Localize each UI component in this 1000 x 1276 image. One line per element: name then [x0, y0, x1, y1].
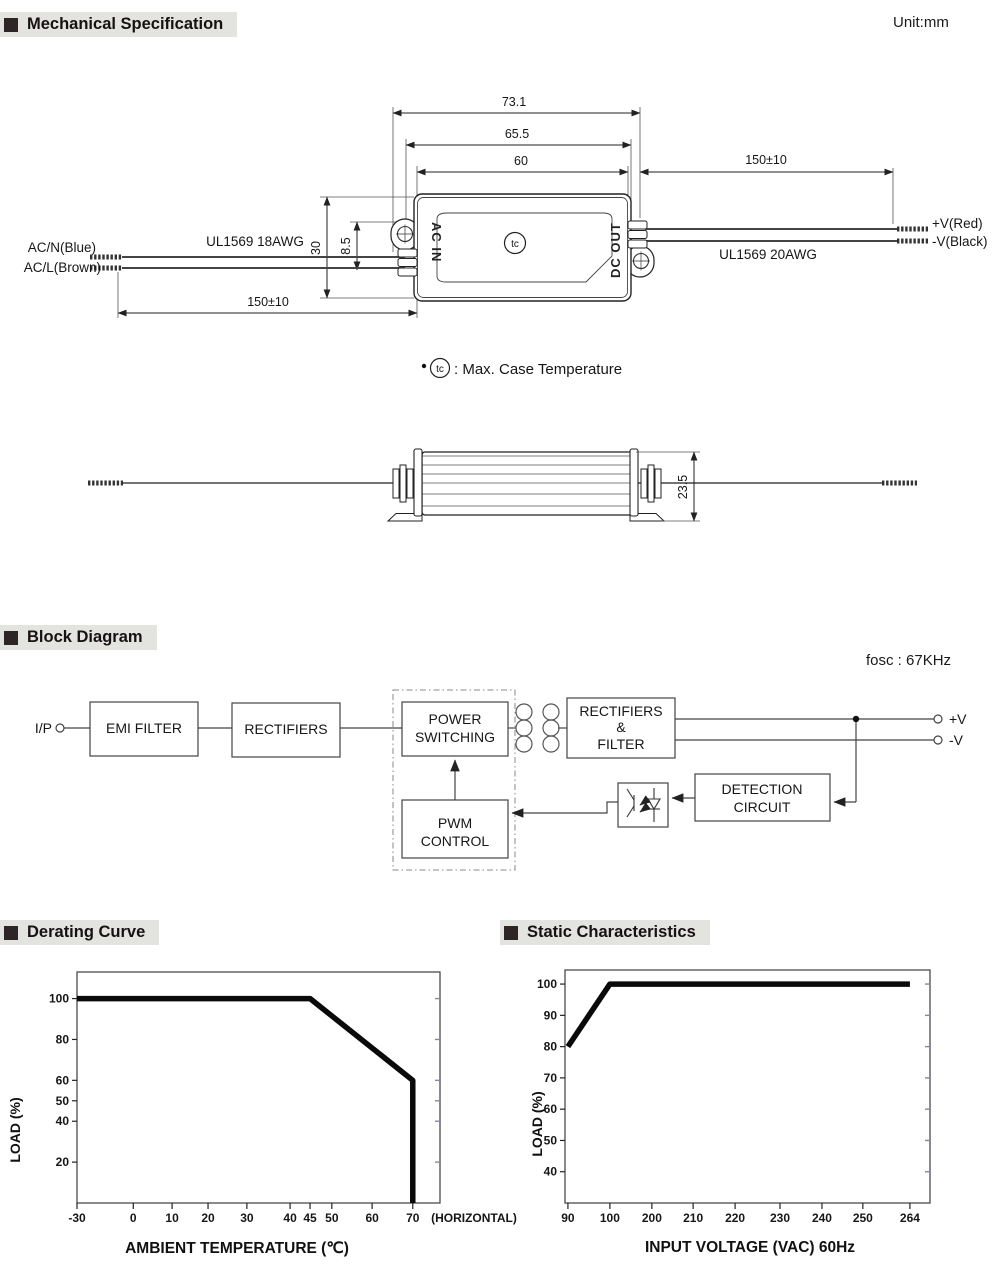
section-title: Mechanical Specification: [27, 15, 224, 33]
statics-axis-box: [565, 970, 930, 1203]
rectifiers-label: RECTIFIERS: [244, 721, 328, 737]
tc-note: [422, 359, 622, 379]
x-tick-label: 50: [325, 1211, 339, 1225]
x-tick-label: 40: [283, 1211, 297, 1225]
dim-overall-width: 73.1: [501, 95, 527, 109]
x-tick-label: 20: [201, 1211, 215, 1225]
dim-wire-offset: 8.5: [339, 237, 353, 255]
output-minus-label: -V: [949, 732, 963, 748]
pwm-label-2: CONTROL: [420, 833, 490, 849]
dim-lead-left: 150±10: [247, 295, 289, 309]
section-header-static: [500, 920, 710, 945]
y-tick-label: 90: [543, 1008, 557, 1023]
x-tick-label: 30: [240, 1211, 254, 1225]
label-input-wire-type: UL1569 18AWG: [206, 234, 304, 249]
x-tick-label: 0: [129, 1211, 137, 1225]
x-tick-label: 264: [899, 1211, 920, 1225]
output-wires: [645, 229, 928, 241]
label-ac-n: AC/N(Blue): [27, 240, 96, 255]
dim-mid-width: 65.5: [504, 127, 530, 141]
dim-body-height: 30: [309, 241, 323, 255]
label-ac-l: AC/L(Brown): [23, 260, 101, 275]
x-tick-label: 45: [303, 1211, 317, 1225]
x-axis-note: (HORIZONTAL): [431, 1211, 517, 1225]
tc-mark: tc: [511, 239, 519, 250]
fosc-note: fosc : 67KHz: [866, 652, 952, 669]
square-bullet-icon: [504, 926, 518, 940]
y-tick-label: 100: [48, 991, 69, 1006]
rect-filter-label-2: &: [616, 719, 626, 735]
input-label: I/P: [34, 720, 52, 736]
y-tick-label: 60: [543, 1102, 557, 1117]
derating-x-axis-label: AMBIENT TEMPERATURE (℃): [125, 1240, 349, 1257]
x-tick-label: 100: [599, 1211, 620, 1225]
y-tick-label: 60: [55, 1073, 69, 1088]
rect-filter-label-1: RECTIFIERS: [579, 703, 663, 719]
square-bullet-icon: [4, 18, 18, 32]
section-title: Block Diagram: [27, 628, 143, 646]
static-y-axis-label: LOAD (%): [529, 1091, 545, 1157]
square-bullet-icon: [4, 631, 18, 645]
statics-data-line: [568, 984, 910, 1047]
tc-point: [505, 233, 526, 254]
y-tick-label: 80: [543, 1039, 557, 1054]
y-tick-label: 50: [55, 1093, 69, 1108]
x-tick-label: 230: [769, 1211, 791, 1225]
power-switching-label-1: POWER: [428, 711, 482, 727]
label-v-plus: +V(Red): [932, 216, 983, 231]
square-bullet-icon: [4, 926, 18, 940]
optocoupler-box: [618, 783, 668, 827]
x-tick-label: 200: [641, 1211, 662, 1225]
x-tick-label: 70: [406, 1211, 420, 1225]
section-header-derating: [0, 920, 159, 945]
x-tick-label: 210: [683, 1211, 704, 1225]
tc-note-symbol: tc: [436, 364, 444, 375]
junction-dot: [853, 716, 859, 722]
label-v-minus: -V(Black): [932, 234, 988, 249]
section-title: Derating Curve: [27, 923, 146, 941]
x-tick-label: 240: [811, 1211, 832, 1225]
y-tick-label: 100: [536, 977, 557, 992]
derating-data-line: [77, 999, 413, 1203]
y-tick-label: 40: [543, 1164, 557, 1179]
y-tick-label: 40: [55, 1114, 69, 1129]
power-switching-label-2: SWITCHING: [414, 729, 496, 745]
dim-lead-right: 150±10: [745, 153, 787, 167]
detection-label-2: CIRCUIT: [733, 799, 791, 815]
vminus-terminal-icon: [934, 736, 942, 744]
section-title: Static Characteristics: [527, 923, 696, 941]
y-tick-label: 50: [543, 1133, 557, 1148]
x-tick-label: 250: [852, 1211, 873, 1225]
static-x-axis-label: INPUT VOLTAGE (VAC) 60Hz: [644, 1239, 856, 1256]
y-tick-label: 70: [543, 1070, 557, 1085]
output-plus-label: +V: [949, 711, 967, 727]
mechanical-side-view: [0, 430, 1000, 550]
x-tick-label: 90: [561, 1211, 575, 1225]
input-terminal-icon: [56, 724, 64, 732]
x-tick-label: 60: [365, 1211, 379, 1225]
emi-filter-label: EMI FILTER: [106, 720, 182, 736]
tc-note-text: : Max. Case Temperature: [454, 361, 623, 378]
y-tick-label: 20: [55, 1155, 69, 1170]
label-output-wire-type: UL1569 20AWG: [719, 247, 817, 262]
input-wires: [90, 257, 405, 268]
x-tick-label: 220: [725, 1211, 746, 1225]
x-tick-label: 10: [165, 1211, 179, 1225]
case-dc-out-label: DC OUT: [608, 222, 623, 278]
vplus-terminal-icon: [934, 715, 942, 723]
unit-note: Unit:mm: [893, 14, 949, 31]
derating-axis-box: [77, 972, 440, 1203]
mechanical-top-view: [0, 60, 1000, 400]
side-body: [414, 449, 638, 516]
detection-label-1: DETECTION: [721, 781, 803, 797]
section-header-mechanical: [0, 12, 237, 37]
transformer-icon: [516, 704, 559, 752]
y-tick-label: 80: [55, 1032, 69, 1047]
dim-body-width: 60: [514, 154, 528, 168]
block-diagram: [0, 650, 1000, 890]
pwm-label-1: PWM: [437, 815, 473, 831]
dim-case-height: 23.5: [676, 474, 690, 500]
section-header-block-diagram: [0, 625, 157, 650]
case-ac-in-label: AC IN: [429, 222, 444, 263]
x-tick-label: -30: [68, 1211, 86, 1225]
derating-y-axis-label: LOAD (%): [7, 1097, 23, 1163]
rect-filter-label-3: FILTER: [597, 736, 645, 752]
charts-canvas: [0, 950, 1000, 1276]
